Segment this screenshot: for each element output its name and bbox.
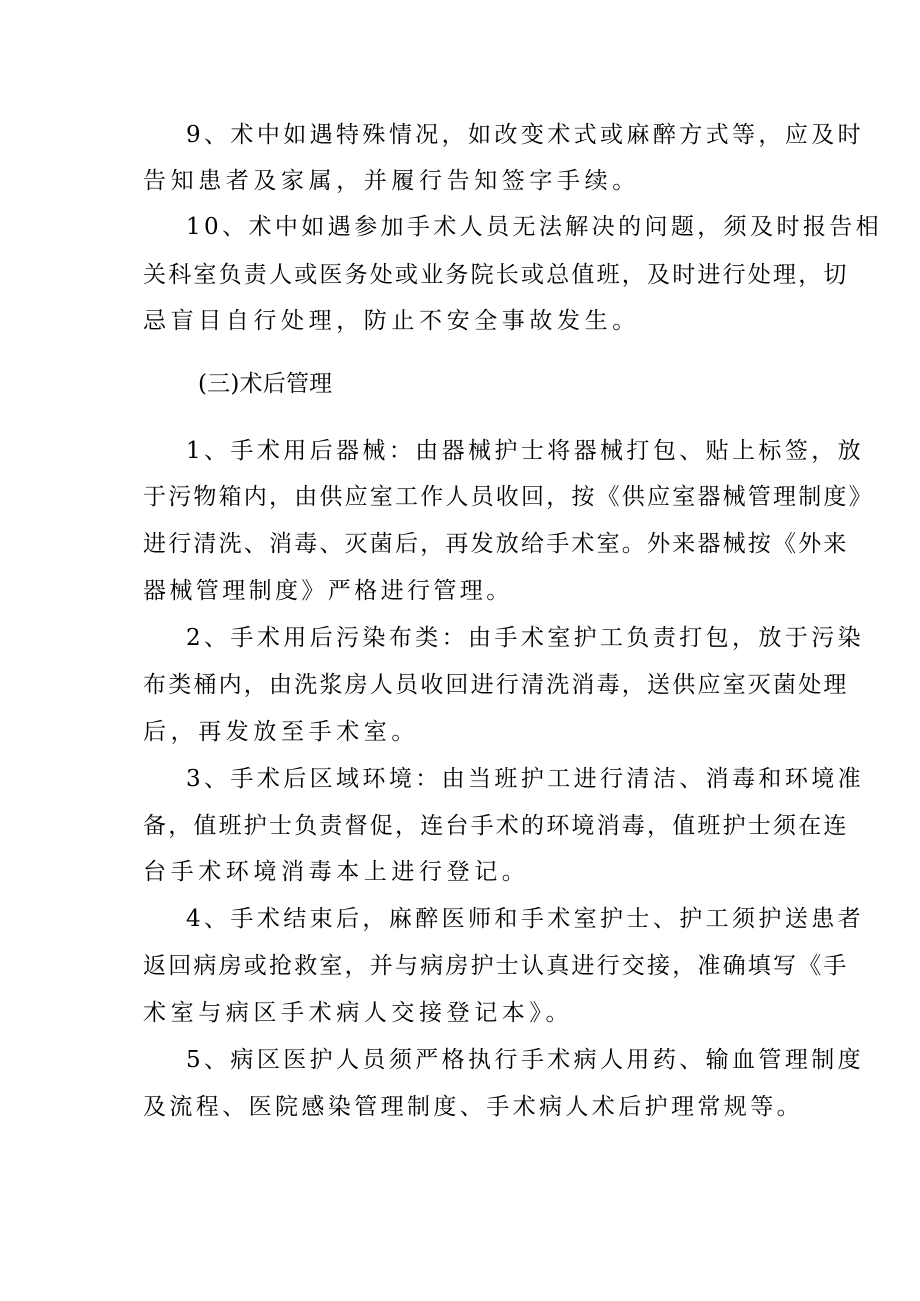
- section-heading: (三)术后管理: [198, 371, 333, 397]
- text-line: 于污物箱内，由供应室工作人员收回，按《供应室器械管理制度》: [143, 484, 874, 510]
- text-line: 器械管理制度》严格进行管理。: [143, 578, 513, 604]
- text-line: 3、手术后区域环境：由当班护工进行清洁、消毒和环境准: [186, 766, 865, 792]
- text-line: 及流程、医院感染管理制度、手术病人术后护理常规等。: [143, 1094, 803, 1120]
- text-line: 备，值班护士负责督促，连台手术的环境消毒，值班护士须在连: [143, 813, 849, 839]
- text-line: 5、病区医护人员须严格执行手术病人用药、输血管理制度: [186, 1047, 865, 1073]
- text-line: 告知患者及家属，并履行告知签字手续。: [143, 168, 640, 194]
- text-line: 忌盲目自行处理，防止不安全事故发生。: [143, 308, 640, 334]
- text-line: 返回病房或抢救室，并与病房护士认真进行交接，准确填写《手: [143, 953, 849, 979]
- text-line: 2、手术用后污染布类：由手术室护工负责打包，放于污染: [186, 625, 865, 651]
- text-line: 关科室负责人或医务处或业务院长或总值班，及时进行处理，切: [143, 262, 849, 288]
- text-line: 4、手术结束后，麻醉医师和手术室护士、护工须护送患者: [186, 906, 865, 932]
- text-line: 1、手术用后器械：由器械护士将器械打包、贴上标签，放: [186, 438, 865, 464]
- text-line: 布类桶内，由洗浆房人员收回进行清洗消毒，送供应室灭菌处理: [143, 672, 849, 698]
- text-line: 进行清洗、消毒、灭菌后，再发放给手术室。外来器械按《外来: [143, 531, 849, 557]
- text-line: 后，再发放至手术室。: [143, 719, 419, 745]
- text-line: 术室与病区手术病人交接登记本》。: [143, 1000, 574, 1026]
- text-line: 台手术环境消毒本上进行登记。: [143, 859, 530, 885]
- text-line: 9、术中如遇特殊情况，如改变术式或麻醉方式等，应及时: [186, 122, 865, 148]
- text-line: 10、术中如遇参加手术人员无法解决的问题，须及时报告相: [186, 214, 883, 240]
